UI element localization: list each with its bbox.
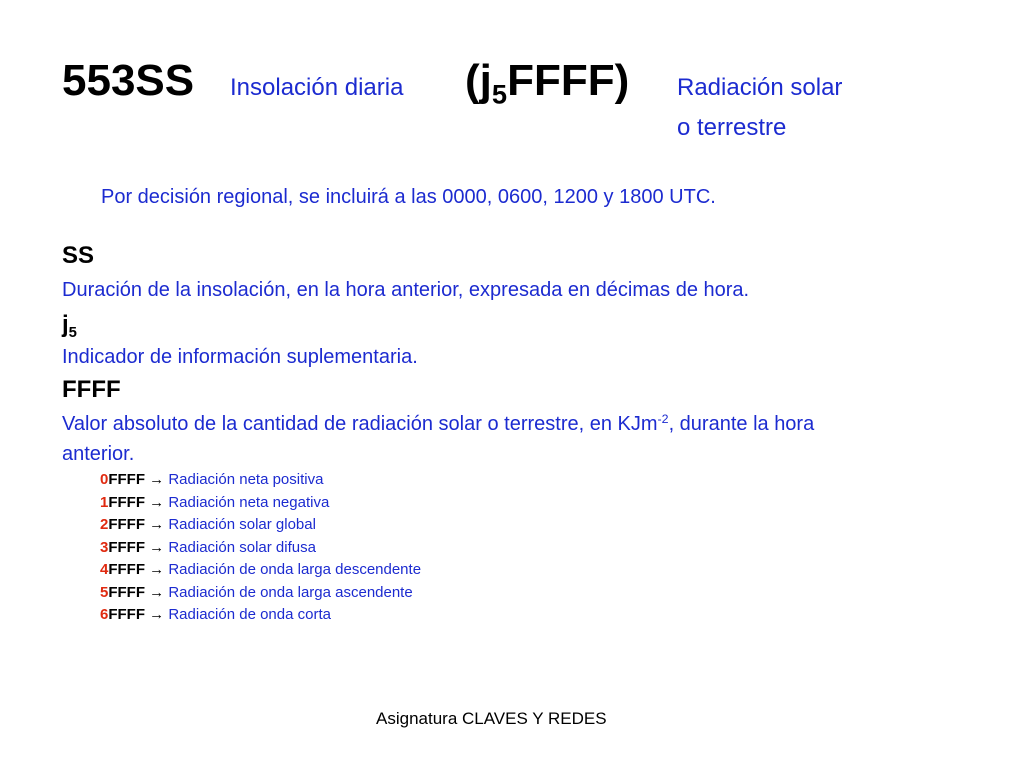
- section-ss-description: Duración de la insolación, en la hora anterior, expresada en décimas de hora.: [62, 279, 750, 301]
- code-ffff: FFFF: [108, 539, 145, 556]
- title-desc-terrestre: o terrestre: [677, 114, 787, 141]
- list-item: [100, 607, 331, 622]
- code-digit: 6: [100, 606, 109, 623]
- section-ffff-desc-part1: Valor absoluto de la cantidad de radiación solar o terrestre, en KJm: [62, 413, 658, 435]
- code-label: Radiación de onda larga ascendente: [168, 584, 413, 601]
- arrow-right-icon: →: [149, 471, 165, 488]
- section-ss-heading: SS: [62, 242, 95, 269]
- section-ffff-desc-part2: , durante la hora: [668, 413, 815, 435]
- list-item: [100, 495, 329, 510]
- section-j5-base: j: [62, 311, 69, 338]
- list-item: [100, 472, 323, 487]
- code-ffff: FFFF: [108, 584, 145, 601]
- arrow-right-icon: →: [149, 606, 165, 623]
- arrow-right-icon: →: [149, 539, 165, 556]
- title-code-j5ffff: [465, 56, 630, 110]
- code-ffff: FFFF: [108, 561, 145, 578]
- list-item: [100, 562, 421, 577]
- code-ffff: FFFF: [108, 471, 145, 488]
- section-j5-subscript: 5: [68, 324, 77, 341]
- list-item: [100, 540, 316, 555]
- title-code-ffff: FFFF): [507, 56, 630, 105]
- code-digit: 5: [100, 584, 109, 601]
- arrow-right-icon: →: [149, 494, 165, 511]
- arrow-right-icon: →: [149, 561, 165, 578]
- code-ffff: FFFF: [108, 494, 145, 511]
- code-digit: 0: [100, 471, 109, 488]
- code-label: Radiación neta negativa: [168, 494, 330, 511]
- arrow-right-icon: →: [149, 516, 165, 533]
- section-j5-heading: [62, 311, 77, 341]
- code-digit: 3: [100, 539, 109, 556]
- arrow-right-icon: →: [149, 584, 165, 601]
- footer-text: Asignatura CLAVES Y REDES: [376, 709, 607, 728]
- code-ffff: FFFF: [108, 606, 145, 623]
- title-code-subscript: 5: [491, 78, 508, 110]
- list-item: [100, 585, 413, 600]
- section-j5-description: Indicador de información suplementaria.: [62, 346, 418, 368]
- list-item: [100, 517, 316, 532]
- code-label: Radiación solar difusa: [168, 539, 316, 556]
- code-label: Radiación solar global: [168, 516, 316, 533]
- code-label: Radiación de onda corta: [168, 606, 331, 623]
- code-label: Radiación neta positiva: [168, 471, 324, 488]
- title-code-553ss: 553SS: [62, 56, 195, 105]
- title-desc-radiacion: Radiación solar: [677, 74, 843, 101]
- code-digit: 1: [100, 494, 109, 511]
- code-digit: 4: [100, 561, 109, 578]
- code-label: Radiación de onda larga descendente: [168, 561, 422, 578]
- title-desc-insolacion: Insolación diaria: [230, 74, 404, 101]
- intro-text: Por decisión regional, se incluirá a las 0000, 0600, 1200 y 1800 UTC.: [101, 186, 716, 208]
- title-code-j: (j: [465, 56, 492, 105]
- section-ffff-heading: FFFF: [62, 376, 121, 403]
- section-ffff-desc-superscript: -2: [657, 412, 669, 427]
- code-digit: 2: [100, 516, 109, 533]
- code-ffff: FFFF: [108, 516, 145, 533]
- section-ffff-description: [62, 414, 814, 434]
- section-ffff-description-line2: anterior.: [62, 443, 135, 465]
